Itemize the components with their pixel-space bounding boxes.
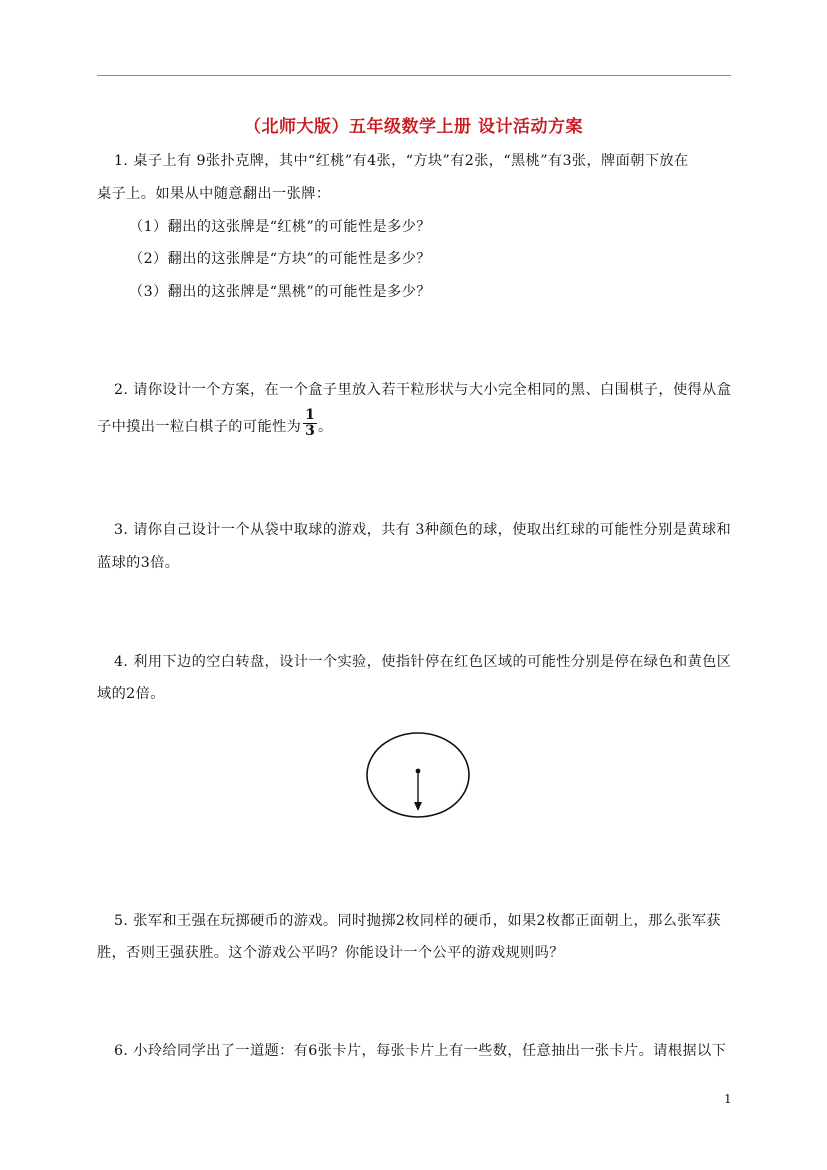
q5-line1: 5. 张军和王强在玩掷硬币的游戏。同时抛掷2枚同样的硬币，如果2枚都正面朝上，那么张军获 [114,913,722,929]
page-title: （北师大版）五年级数学上册 设计活动方案 [244,117,583,137]
q5-line2: 胜，否则王强获胜。这个游戏公平吗？你能设计一个公平的游戏规则吗？ [97,945,564,961]
q3-line2: 蓝球的3倍。 [97,555,180,571]
q6-line1: 6. 小玲给同学出了一道题：有6张卡片，每张卡片上有一些数，任意抽出一张卡片。请根据以下 [114,1043,727,1059]
q1-sub1: （1）翻出的这张牌是“红桃”的可能性是多少？ [129,219,431,235]
blank-spinner [365,731,471,819]
fraction-numerator: 1 [303,408,317,424]
q4-line2: 域的2倍。 [97,686,165,702]
q1-line2: 桌子上。如果从中随意翻出一张牌： [97,186,331,202]
pointer-arrowhead [414,802,422,811]
fraction-one-third [303,408,317,439]
q4-line1: 4. 利用下边的空白转盘，设计一个实验，使指针停在红色区域的可能性分别是停在绿色和黄色区 [114,654,732,670]
q2-period: 。 [318,419,333,435]
q3-line1: 3. 请你自己设计一个从袋中取球的游戏，共有 3种颜色的球，使取出红球的可能性分别是黄球和 [114,522,732,538]
q2-line1: 2. 请你设计一个方案，在一个盒子里放入若干粒形状与大小完全相同的黑、白围棋子，使得从盒 [114,382,732,398]
fraction-denominator: 3 [305,423,315,439]
q1-line1: 1. 桌子上有 9张扑克牌，其中“红桃”有4张，“方块”有2张，“黑桃”有3张，牌面朝下放在 [114,153,689,169]
q1-sub3: （3）翻出的这张牌是“黑桃”的可能性是多少？ [129,284,431,300]
q2-line2: 子中摸出一粒白棋子的可能性为 [97,419,302,435]
header-rule [97,75,731,76]
page-number: 1 [724,1092,732,1106]
q1-sub2: （2）翻出的这张牌是“方块”的可能性是多少？ [129,251,431,267]
